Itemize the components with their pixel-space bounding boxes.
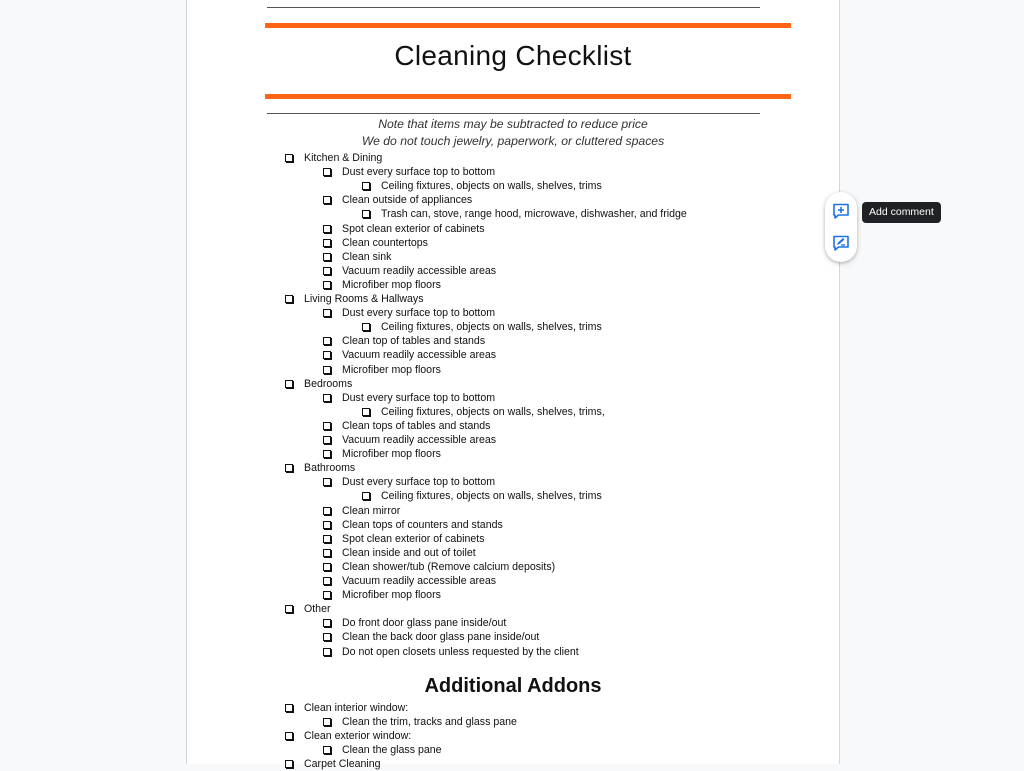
add-comment-button[interactable] bbox=[832, 202, 850, 220]
checklist-label[interactable]: Bathrooms bbox=[304, 462, 356, 475]
checkbox-icon[interactable] bbox=[323, 648, 331, 656]
add-comment-tooltip: Add comment bbox=[862, 202, 941, 223]
checkbox-icon[interactable] bbox=[285, 605, 293, 613]
note-line-2[interactable]: We do not touch jewelry, paperwork, or cluttered spaces bbox=[361, 134, 665, 148]
checklist-label[interactable]: Spot clean exterior of cabinets bbox=[342, 532, 485, 545]
checklist-label[interactable]: Clean outside of appliances bbox=[342, 194, 473, 207]
checklist-label[interactable]: Dust every surface top to bottom bbox=[342, 476, 496, 489]
checklist-label[interactable]: Dust every surface top to bottom bbox=[342, 307, 496, 320]
checkbox-icon[interactable] bbox=[323, 507, 331, 515]
checkbox-icon[interactable] bbox=[285, 295, 293, 303]
checklist-item bbox=[323, 433, 496, 447]
checklist-section bbox=[285, 292, 424, 306]
checklist-item bbox=[323, 475, 495, 489]
checkbox-icon[interactable] bbox=[285, 732, 293, 740]
checklist-label[interactable]: Clean top of tables and stands bbox=[342, 335, 486, 348]
note-line-1[interactable]: Note that items may be subtracted to reduce price bbox=[378, 117, 648, 131]
checkbox-icon[interactable] bbox=[323, 633, 331, 641]
checklist-label[interactable]: Clean the glass pane bbox=[342, 744, 442, 757]
checklist-label[interactable]: Dust every surface top to bottom bbox=[342, 391, 496, 404]
checklist-label[interactable]: Do not open closets unless requested by the client bbox=[342, 645, 579, 658]
checklist-section bbox=[285, 461, 355, 475]
checklist-item bbox=[323, 743, 442, 757]
checklist-subitem bbox=[362, 320, 602, 334]
checklist-item bbox=[323, 348, 496, 362]
checklist-item bbox=[323, 222, 485, 236]
checklist-item bbox=[323, 193, 472, 207]
checklist-item bbox=[323, 391, 495, 405]
checklist-section bbox=[285, 151, 382, 165]
checklist-item bbox=[323, 419, 490, 433]
checkbox-icon[interactable] bbox=[323, 267, 331, 275]
checklist-item bbox=[323, 588, 441, 602]
checkbox-icon[interactable] bbox=[323, 281, 331, 289]
checklist-label[interactable]: Clean shower/tub (Remove calcium deposits) bbox=[342, 560, 556, 573]
document-title[interactable]: Cleaning Checklist bbox=[394, 40, 632, 71]
checkbox-icon[interactable] bbox=[323, 436, 331, 444]
checklist-label[interactable]: Ceiling fixtures, objects on walls, shelves, trims bbox=[381, 490, 602, 503]
checklist-item bbox=[323, 616, 506, 630]
checklist-label[interactable]: Vacuum readily accessible areas bbox=[342, 349, 497, 362]
checklist-item bbox=[323, 504, 400, 518]
checklist-item bbox=[323, 715, 517, 729]
checkbox-icon[interactable] bbox=[323, 239, 331, 247]
checkbox-icon[interactable] bbox=[323, 563, 331, 571]
checkbox-icon[interactable] bbox=[323, 450, 331, 458]
checklist-label[interactable]: Clean tops of counters and stands bbox=[342, 518, 503, 531]
checkbox-icon[interactable] bbox=[323, 718, 331, 726]
checklist-section bbox=[285, 602, 331, 616]
notes-divider bbox=[267, 113, 760, 114]
checkbox-icon[interactable] bbox=[323, 619, 331, 627]
addons-heading[interactable]: Additional Addons bbox=[424, 675, 602, 697]
checklist-item bbox=[323, 560, 555, 574]
checklist-label[interactable]: Vacuum readily accessible areas bbox=[342, 264, 497, 277]
checkbox-icon[interactable] bbox=[285, 704, 293, 712]
checklist-item bbox=[323, 165, 495, 179]
checkbox-icon[interactable] bbox=[323, 521, 331, 529]
checklist-subitem bbox=[362, 405, 605, 419]
suggest-edit-icon bbox=[832, 234, 850, 252]
checkbox-icon[interactable] bbox=[285, 760, 293, 768]
checkbox-icon[interactable] bbox=[323, 394, 331, 402]
checklist-label[interactable]: Microfiber mop floors bbox=[342, 363, 441, 376]
checkbox-icon[interactable] bbox=[323, 577, 331, 585]
checkbox-icon[interactable] bbox=[285, 380, 293, 388]
checklist-label[interactable]: Bedrooms bbox=[304, 377, 353, 390]
checklist-label[interactable]: Dust every surface top to bottom bbox=[342, 166, 496, 179]
checklist-label[interactable]: Carpet Cleaning bbox=[304, 758, 381, 771]
checklist-item bbox=[323, 630, 539, 644]
checklist-item bbox=[323, 236, 428, 250]
checkbox-icon[interactable] bbox=[323, 549, 331, 557]
checkbox-icon[interactable] bbox=[323, 337, 331, 345]
checklist-subitem bbox=[362, 207, 687, 221]
checklist-item bbox=[323, 645, 579, 659]
checkbox-icon[interactable] bbox=[323, 253, 331, 261]
checklist-item bbox=[323, 250, 391, 264]
checklist-label[interactable]: Clean the back door glass pane inside/out bbox=[342, 631, 540, 644]
checklist-item bbox=[323, 518, 503, 532]
checkbox-icon[interactable] bbox=[362, 492, 370, 500]
checklist-label[interactable]: Ceiling fixtures, objects on walls, shelves, trims bbox=[381, 180, 602, 193]
checkbox-icon[interactable] bbox=[285, 154, 293, 162]
checklist-label[interactable]: Kitchen & Dining bbox=[304, 152, 383, 164]
checklist-label[interactable]: Vacuum readily accessible areas bbox=[342, 575, 497, 587]
top-divider bbox=[267, 7, 760, 8]
checklist-label[interactable]: Vacuum readily accessible areas bbox=[342, 434, 497, 446]
checklist-label[interactable]: Trash can, stove, range hood, microwave, dishwasher, and fridge bbox=[381, 208, 687, 221]
checklist-label[interactable]: Microfiber mop floors bbox=[342, 589, 441, 602]
checkbox-icon[interactable] bbox=[323, 422, 331, 430]
checklist-label[interactable]: Do front door glass pane inside/out bbox=[342, 617, 507, 630]
checklist-label[interactable]: Microfiber mop floors bbox=[342, 278, 441, 291]
checkbox-icon[interactable] bbox=[323, 478, 331, 486]
checklist-section bbox=[285, 729, 411, 743]
checkbox-icon[interactable] bbox=[323, 168, 331, 176]
checklist-label[interactable]: Clean the trim, tracks and glass pane bbox=[342, 716, 517, 729]
checklist-label[interactable]: Clean exterior window: bbox=[304, 730, 412, 743]
checklist-section bbox=[285, 377, 352, 391]
checklist-label[interactable]: Other bbox=[304, 603, 331, 616]
checklist-label[interactable]: Clean mirror bbox=[342, 504, 401, 517]
checklist-item bbox=[323, 532, 485, 546]
checklist-label[interactable]: Ceiling fixtures, objects on walls, shelves, trims bbox=[381, 321, 602, 334]
document-page bbox=[186, 0, 840, 771]
checkbox-icon[interactable] bbox=[323, 535, 331, 543]
checklist-label[interactable]: Living Rooms & Hallways bbox=[304, 293, 424, 305]
title-rule-top bbox=[265, 23, 791, 28]
checklist-subitem bbox=[362, 489, 602, 503]
checkbox-icon[interactable] bbox=[323, 591, 331, 599]
checklist-item bbox=[323, 363, 441, 377]
checkbox-icon[interactable] bbox=[323, 196, 331, 204]
checklist-label[interactable]: Spot clean exterior of cabinets bbox=[342, 222, 485, 235]
checklist-section bbox=[285, 701, 408, 715]
checklist-label[interactable]: Ceiling fixtures, objects on walls, shelves, trims, bbox=[381, 405, 605, 418]
checklist-item bbox=[323, 306, 495, 320]
checkbox-icon[interactable] bbox=[323, 746, 331, 754]
checkbox-icon[interactable] bbox=[362, 323, 370, 331]
add-comment-icon bbox=[832, 202, 850, 220]
checklist-label[interactable]: Clean tops of tables and stands bbox=[342, 419, 491, 432]
suggest-edit-button[interactable] bbox=[832, 234, 850, 252]
checklist-subitem bbox=[362, 179, 602, 193]
checkbox-icon[interactable] bbox=[362, 210, 370, 218]
checklist-label[interactable]: Clean countertops bbox=[342, 236, 428, 249]
checkbox-icon[interactable] bbox=[323, 351, 331, 359]
checklist-item bbox=[323, 264, 496, 278]
checkbox-icon[interactable] bbox=[362, 408, 370, 416]
checklist-item bbox=[323, 278, 441, 292]
checklist-label[interactable]: Clean sink bbox=[342, 250, 392, 263]
checkbox-icon[interactable] bbox=[285, 464, 293, 472]
checklist-item bbox=[323, 574, 496, 588]
title-rule-bottom bbox=[265, 94, 791, 99]
checkbox-icon[interactable] bbox=[362, 182, 370, 190]
checklist-label[interactable]: Microfiber mop floors bbox=[342, 448, 441, 461]
checklist-section bbox=[285, 757, 381, 771]
side-action-panel bbox=[825, 192, 857, 262]
checkbox-icon[interactable] bbox=[323, 366, 331, 374]
checklist-label[interactable]: Clean inside and out of toilet bbox=[342, 546, 476, 559]
checklist-item bbox=[323, 447, 441, 461]
checklist-item bbox=[323, 334, 485, 348]
checkbox-icon[interactable] bbox=[323, 225, 331, 233]
checklist-label[interactable]: Clean interior window: bbox=[304, 702, 409, 714]
checkbox-icon[interactable] bbox=[323, 309, 331, 317]
checklist-item bbox=[323, 546, 476, 560]
